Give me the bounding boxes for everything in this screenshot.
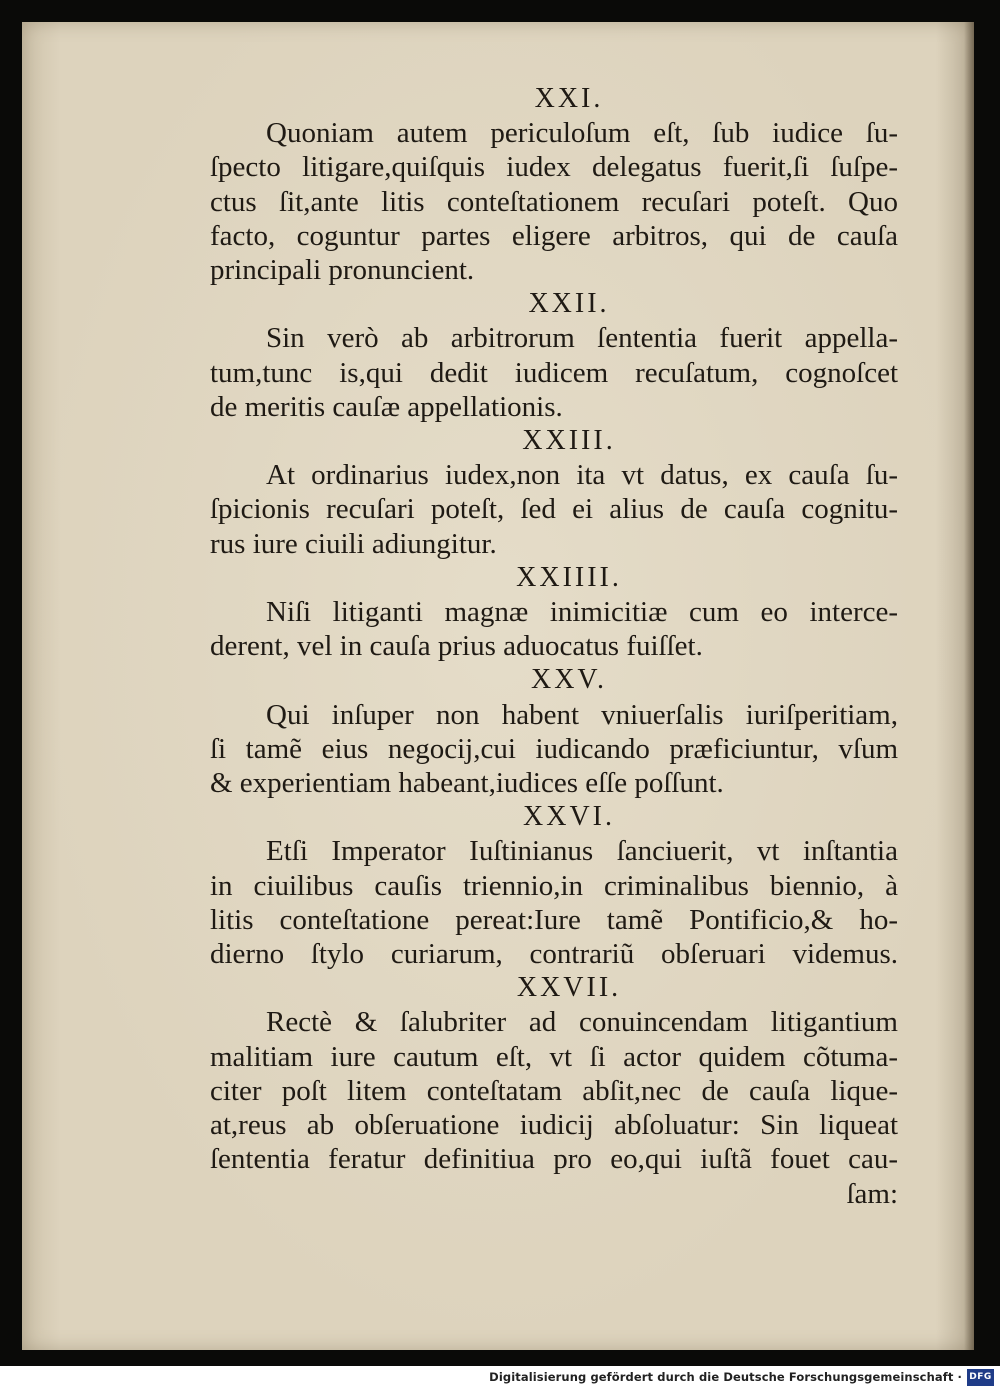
text-line: ſam: — [846, 1177, 898, 1210]
section-heading: XXIIII. — [516, 561, 622, 593]
text-line: ſi tamẽ eius negocij,cui iudicando præficiuntur, vſum — [210, 732, 898, 765]
section-heading: XXV. — [530, 664, 608, 696]
page-spine-shadow — [964, 22, 974, 1350]
footer-bar — [0, 1366, 1000, 1392]
text-line: principali pronuncient. — [210, 254, 475, 287]
text-line: ctus ſit,ante litis conteſtationem recuſari poteſt. Quo — [210, 185, 898, 218]
text-line: at,reus ab obſeruatione iudicij abſoluatur: Sin liqueat — [210, 1109, 898, 1142]
text-line: At ordinarius iudex,non ita vt datus, ex cauſa ſu- — [266, 459, 898, 492]
text-line: Etſi Imperator Iuſtinianus ſanciuerit, vt inſtantia — [266, 835, 898, 868]
footer-credit-text: Digitalisierung gefördert durch die Deutsche Forschungsgemeinschaft · — [489, 1370, 962, 1384]
section-heading: XXVII. — [516, 972, 622, 1004]
dfg-logo-icon: DFG — [967, 1369, 994, 1386]
text-line: litis conteſtatione pereat:Iure tamẽ Pontificio,& ho- — [210, 903, 898, 936]
text-line: in ciuilibus cauſis triennio,in criminalibus biennio, à — [210, 869, 898, 902]
text-line: Niſi litiganti magnæ inimicitiæ cum eo interce- — [266, 596, 898, 629]
text-line: Quoniam autem periculoſum eſt, ſub iudice ſu- — [266, 117, 898, 150]
text-line: de meritis cauſæ appellationis. — [210, 390, 563, 423]
page-text-block — [210, 82, 898, 1211]
text-line: derent, vel in cauſa prius aduocatus fuiſſet. — [210, 630, 703, 663]
scanned-page — [22, 22, 974, 1350]
text-line: ſpecto litigare,quiſquis iudex delegatus fuerit,ſi ſuſpe- — [210, 151, 898, 184]
text-line: Sin verò ab arbitrorum ſententia fuerit appella- — [266, 322, 898, 355]
text-line: facto, coguntur partes eligere arbitros, qui de cauſa — [210, 219, 898, 252]
text-line: Rectè & ſalubriter ad conuincendam litigantium — [266, 1006, 898, 1039]
text-line: rus iure ciuili adiungitur. — [210, 527, 497, 560]
text-line: Qui inſuper non habent vniuerſalis iuriſperitiam, — [266, 698, 898, 731]
text-line: ſententia feratur definitiua pro eo,qui iuſtã fouet cau- — [210, 1143, 898, 1176]
text-line: citer poſt litem conteſtatam abſit,nec de cauſa lique- — [210, 1074, 898, 1107]
section-heading: XXI. — [534, 83, 604, 114]
text-line: ſpicionis recuſari poteſt, ſed ei alius de cauſa cognitu- — [210, 493, 898, 526]
section-heading: XXVI. — [523, 801, 615, 833]
section-heading: XXII. — [528, 288, 610, 320]
text-line: & experientiam habeant,iudices eſſe poſſunt. — [210, 767, 724, 800]
text-line: malitiam iure cautum eſt, vt ſi actor quidem cõtuma- — [210, 1040, 898, 1073]
section-heading: XXIII. — [522, 425, 616, 457]
text-line: dierno ſtylo curiarum, contrariũ obſeruari videmus. — [210, 938, 898, 971]
text-line: tum,tunc is,qui dedit iudicem recuſatum, cognoſcet — [210, 356, 898, 389]
